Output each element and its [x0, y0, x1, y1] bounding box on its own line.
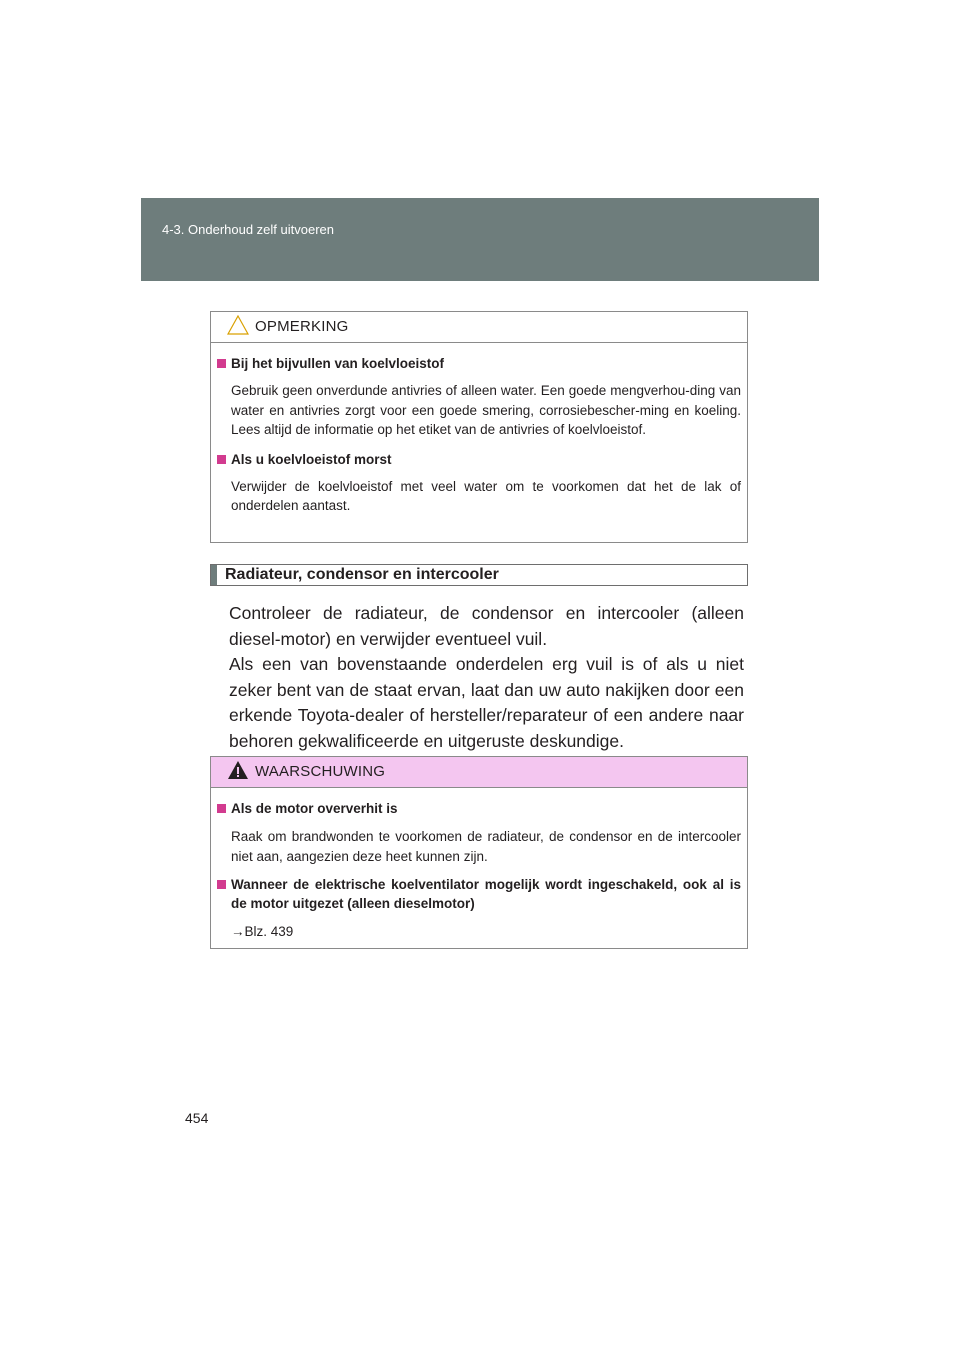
section-body — [229, 601, 744, 754]
warning-item-text: Raak om brandwonden te voorkomen de radiateur, de condensor en de intercooler niet aan, aangezien deze heet kunnen zijn. — [231, 829, 741, 864]
notice-item-title: Als u koelvloeistof morst — [215, 450, 741, 469]
section-heading — [210, 564, 748, 586]
notice-item-text: Gebruik geen onverdunde antivries of alleen water. Een goede mengverhou-ding van water en antivries zorgt voor een goede smering, corrosiebescher-ming en koeling. Lees altijd de informatie op het etiket van de antivries of koelvloeistof. — [231, 383, 741, 437]
notice-item-title: Bij het bijvullen van koelvloeistof — [215, 354, 741, 373]
notice-item-text: Verwijder de koelvloeistof met veel water om te voorkomen dat het de lak of onderdelen aantast. — [231, 478, 741, 513]
warning-item-title: Wanneer de elektrische koelventilator mogelijk wordt ingeschakeld, ook al is de motor uitgezet (alleen dieselmotor) — [215, 875, 741, 913]
section-accent — [211, 565, 217, 585]
caution-outline-icon — [227, 315, 249, 335]
square-bullet-icon — [217, 455, 226, 464]
warning-box — [210, 756, 748, 949]
square-bullet-icon — [217, 359, 226, 368]
body-paragraph: Als een van bovenstaande onderdelen erg vuil is of als u niet zeker bent van de staat ervan, laat dan uw auto nakijken door een erkende Toyota-dealer of hersteller/reparateur of een andere naar behoren gekwalificeerde en uitgeruste deskundige. — [229, 654, 744, 751]
section-heading-title: Radiateur, condensor en intercooler — [225, 566, 499, 583]
notice-header — [211, 312, 747, 343]
warning-triangle-icon — [227, 760, 249, 780]
warning-label: WAARSCHUWING — [255, 763, 386, 780]
warning-header — [211, 757, 747, 788]
square-bullet-icon — [217, 804, 226, 813]
notice-box — [210, 311, 748, 543]
chapter-header — [141, 198, 819, 281]
square-bullet-icon — [217, 880, 226, 889]
notice-label: OPMERKING — [255, 318, 349, 335]
warning-item-title: Als de motor oververhit is — [215, 799, 741, 818]
page-number: 454 — [185, 1110, 209, 1126]
page-reference-link[interactable]: →Blz. 439 — [231, 924, 294, 939]
body-paragraph: Controleer de radiateur, de condensor en intercooler (alleen diesel-motor) en verwijder eventueel vuil. — [229, 603, 744, 649]
section-title: 4-3. Onderhoud zelf uitvoeren — [162, 222, 334, 237]
